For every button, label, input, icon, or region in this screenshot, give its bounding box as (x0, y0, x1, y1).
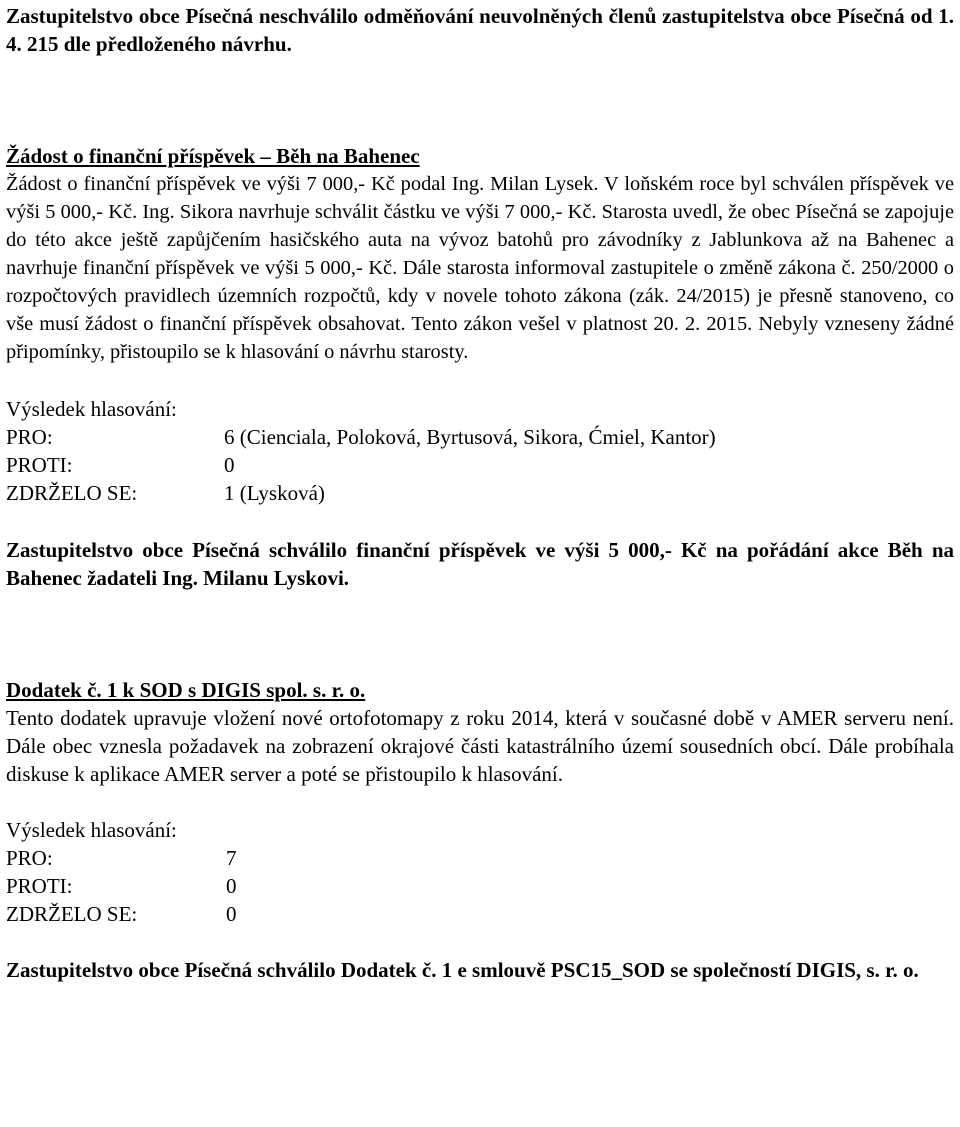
vote-row-proti (6, 451, 954, 479)
resolution-2: Zastupitelstvo obce Písečná schválilo finanční příspěvek ve výši 5 000,- Kč na pořádání akce Běh na Bahenec žadateli Ing. Milanu Lyskovi. (6, 538, 954, 590)
heading-bezh-na-bahenec: Žádost o finanční příspěvek – Běh na Bahenec (6, 144, 420, 168)
vote-title-1: Výsledek hlasování: (6, 397, 177, 421)
vote-row-zdrzelo (6, 900, 954, 928)
vote-value: 0 (224, 453, 235, 477)
vote-table-2 (6, 844, 954, 928)
resolution-3: Zastupitelstvo obce Písečná schválilo Dodatek č. 1 e smlouvě PSC15_SOD se společností DIGIS, s. r. o. (6, 958, 919, 982)
vote-row-pro (6, 423, 954, 451)
vote-label: ZDRŽELO SE: (6, 481, 138, 505)
heading-dodatek: Dodatek č. 1 k SOD s DIGIS spol. s. r. o. (6, 678, 366, 702)
paragraph-dodatek: Tento dodatek upravuje vložení nové ortofotomapy z roku 2014, která v současné době v AMER serveru není. Dále obec vznesla požadavek na zobrazení okrajové části katastrálního území sousedních obcí. Dále probíhala diskuse k aplikace AMER server a poté se přistoupilo k hlasování. (6, 706, 954, 786)
vote-label: PROTI: (6, 453, 73, 477)
vote-label: PROTI: (6, 874, 73, 898)
vote-row-pro (6, 844, 954, 872)
vote-label: ZDRŽELO SE: (6, 902, 138, 926)
vote-row-proti (6, 872, 954, 900)
paragraph-bezh-na-bahenec: Žádost o finanční příspěvek ve výši 7 000,- Kč podal Ing. Milan Lysek. V loňském roce byl schválen příspěvek ve výši 5 000,- Kč. Ing. Sikora navrhuje schválit částku ve výši 7 000,- Kč. Starosta uvedl, že obec Písečná se zapojuje do této akce ještě zapůjčením hasičského auta na vývoz batohů pro závodníky z Jablunkova až na Bahenec a navrhuje finanční příspěvek ve výši 5 000,- Kč. Dále starosta informoval zastupitele o změně zákona č. 250/2000 o rozpočtových pravidlech územních rozpočtů, kdy v novele tohoto zákona (zák. 24/2015) je přesně stanoveno, co vše musí žádost o finanční příspěvek obsahovat. Tento zákon vešel v platnost 20. 2. 2015. Nebyly vzneseny žádné připomínky, přistoupilo se k hlasování o návrhu starosty. (6, 173, 954, 363)
vote-value: 7 (226, 846, 237, 870)
resolution-1: Zastupitelstvo obce Písečná neschválilo odměňování neuvolněných členů zastupitelstva obce Písečná od 1. 4. 215 dle předloženého návrhu. (6, 4, 954, 56)
vote-label: PRO: (6, 425, 53, 449)
vote-value: 6 (Cienciala, Poloková, Byrtusová, Sikora, Ćmiel, Kantor) (224, 425, 716, 449)
vote-value: 0 (226, 902, 237, 926)
vote-table-1 (6, 423, 954, 507)
vote-title-2: Výsledek hlasování: (6, 818, 177, 842)
vote-row-zdrzelo (6, 479, 954, 507)
vote-value: 1 (Lysková) (224, 481, 325, 505)
vote-label: PRO: (6, 846, 53, 870)
vote-value: 0 (226, 874, 237, 898)
